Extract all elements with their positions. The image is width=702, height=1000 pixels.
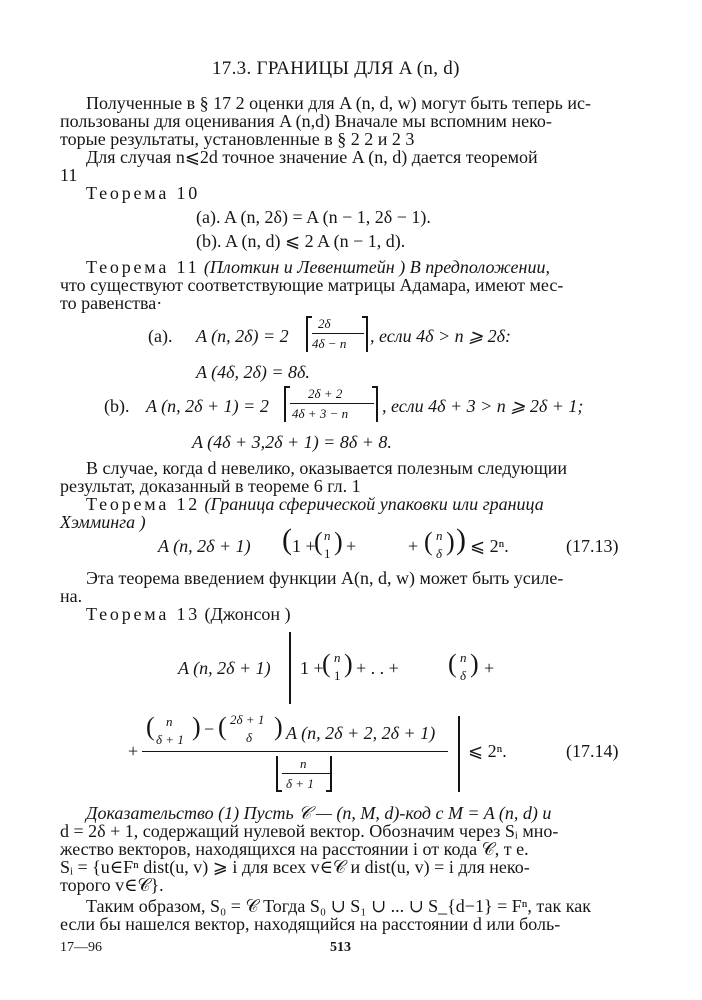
t11a-denominator: 4δ − n [312, 336, 347, 351]
theorem-12-line-1 [86, 493, 544, 515]
eq1713-binom2-top: n [436, 528, 443, 543]
eq1714-binom1-top: n [334, 650, 341, 665]
theorem-13-heading: Теорема 13 [86, 604, 201, 624]
eq1713-binom2-close: ) [446, 527, 455, 556]
eq1714-binom3-open: ( [146, 712, 155, 741]
eq1714-binom2-close: ) [470, 649, 479, 678]
eq1714-binom3-close: ) [192, 712, 201, 741]
eq1714-binom1-open: ( [322, 649, 331, 678]
eq1714-plus-end: + [484, 658, 495, 678]
t11a-ceil-right [366, 316, 368, 352]
paragraph-4-line-2: на. [60, 586, 83, 606]
eq1714-right-brace [458, 716, 460, 792]
t11b-second: A (4δ + 3,2δ + 1) = 8δ + 8. [192, 432, 392, 452]
theorem-12-title: (Граница сферической упаковки или граница [204, 494, 544, 514]
eq1714-den-fraction-bar [282, 773, 330, 774]
eq1714-binom4-bottom: δ [246, 730, 253, 745]
theorem-11-heading: Теорема 11 [86, 257, 200, 277]
eq1714-binom4-close: ) [274, 712, 283, 741]
t11b-fraction-bar [290, 403, 374, 404]
paragraph-2-line-1: Для случая n⩽2d точное значение A (n, d) дается теоремой [86, 147, 538, 167]
eq1714-floor-left [276, 756, 278, 792]
eq1713-binom2-bottom: δ [436, 546, 443, 561]
eq1714-binom4-top: 2δ + 1 [230, 712, 265, 727]
t11b-numerator: 2δ + 2 [308, 386, 343, 401]
theorem-12-heading: Теорема 12 [86, 494, 201, 514]
eq1713-plus2: + [408, 536, 419, 556]
theorem-10a-formula: (a). A (n, 2δ) = A (n − 1, 2δ − 1). [196, 207, 431, 227]
paragraph-3-line-1: В случае, когда d невелико, оказывается полезным следующии [86, 458, 567, 478]
eq1713-rhs: ⩽ 2ⁿ. [470, 536, 509, 556]
footer-signature: 17—96 [60, 940, 102, 955]
eq1714-den-denominator: δ + 1 [286, 776, 314, 791]
theorem-12-title-end: Хэмминга ) [60, 512, 146, 532]
proof-line-2: d = 2δ + 1, содержащий нулевой вектор. Обозначим через Sᵢ мно- [60, 821, 559, 841]
eq1714-binom3-bottom: δ + 1 [156, 732, 184, 747]
t11b-lhs: A (n, 2δ + 1) = 2 [146, 396, 269, 416]
t11a-ceil-right-top [362, 316, 368, 318]
final-line-1: Таким образом, S₀ = 𝒞 Тогда S₀ ∪ S₁ ∪ ... ∪ S_{d−1} = Fⁿ, так как [86, 896, 591, 916]
eq1714-left-brace [289, 632, 291, 704]
eq1714-floor-right-bottom [326, 790, 332, 792]
eq1714-dots: + . . + [356, 658, 399, 678]
eq1714-binom4-open: ( [218, 712, 227, 741]
eq1714-binom2-open: ( [448, 649, 457, 678]
eq1713-one: 1 + [292, 536, 316, 556]
theorem-11-line-3: то равенства· [60, 293, 163, 313]
eq1714-one: 1 + [300, 658, 324, 678]
eq1714-binom2-bottom: δ [460, 668, 467, 683]
eq1714-rhs: ⩽ 2ⁿ. [468, 741, 507, 761]
eq1713-binom1-top: n [324, 528, 331, 543]
eq1713-number: (17.13) [566, 536, 619, 556]
t11a-numerator: 2δ [318, 316, 331, 331]
theorem-12-line-2 [60, 511, 146, 533]
theorem-13-author: (Джонсон ) [204, 604, 291, 624]
eq1714-middle: A (n, 2δ + 2, 2δ + 1) [286, 723, 436, 743]
paragraph-1-line-2: пользованы для оценивания A (n,d) Вначале мы вспомним неко- [60, 111, 552, 131]
theorem-10b-formula: (b). A (n, d) ⩽ 2 A (n − 1, d). [196, 231, 406, 251]
paragraph-1-line-1: Полученные в § 17 2 оценки для A (n, d, w) могут быть теперь ис- [86, 93, 591, 113]
proof-line-4: Sᵢ = {u∈Fⁿ dist(u, v) ⩾ i для всех v∈𝒞 и dist(u, v) = i для неко- [60, 857, 530, 877]
t11a-ceil-left-top [306, 316, 312, 318]
eq1714-number: (17.14) [566, 741, 619, 761]
eq1714-plus-start: + [128, 741, 139, 761]
theorem-13-line-1 [86, 603, 291, 625]
theorem-11-line-2: что существуют соответствующие матрицы Адамара, имеют мес- [60, 275, 564, 295]
eq1713-plus1: + [346, 536, 357, 556]
eq1713-open-paren: ( [282, 523, 292, 556]
paragraph-3-line-2: результат, доказанный в теореме 6 гл. 1 [60, 476, 361, 496]
proof-line-5: торого v∈𝒞}. [60, 875, 164, 895]
eq1713-binom1-close: ) [334, 527, 343, 556]
paragraph-4-line-1: Эта теорема введением функции A(n, d, w) может быть усиле- [86, 568, 564, 588]
eq1714-binom3-top: n [166, 714, 173, 729]
eq1714-binom2-top: n [460, 650, 467, 665]
t11b-denominator: 4δ + 3 − n [292, 406, 349, 421]
t11a-label: (a). [148, 326, 173, 346]
eq1714-main-fraction-bar [142, 751, 448, 752]
t11a-lhs: A (n, 2δ) = 2 [196, 326, 289, 346]
eq1713-binom2-open: ( [424, 527, 433, 556]
t11b-ceil-right-top [372, 386, 378, 388]
t11b-condition: , если 4δ + 3 > n ⩾ 2δ + 1; [382, 396, 584, 416]
eq1713-binom1-open: ( [314, 527, 323, 556]
eq1713-close-paren: ) [456, 523, 466, 556]
eq1714-lhs: A (n, 2δ + 1) [178, 658, 271, 678]
proof-line-3: жество векторов, находящихся на расстоянии i от кода 𝒞, т е. [60, 839, 529, 859]
paragraph-1-line-3: торые результаты, установленные в § 2 2 и 2 3 [60, 129, 415, 149]
t11a-fraction-bar [312, 333, 364, 334]
eq1714-binom1-close: ) [344, 649, 353, 678]
eq1714-den-numerator: n [300, 756, 307, 771]
t11a-second: A (4δ, 2δ) = 8δ. [196, 362, 310, 382]
t11b-ceil-right [376, 386, 378, 422]
t11a-condition: , если 4δ > n ⩾ 2δ: [370, 326, 512, 346]
eq1713-lhs: A (n, 2δ + 1) [158, 536, 251, 556]
t11a-ceil-left [306, 316, 308, 352]
theorem-11-authors: (Плоткин и Левенштейн ) В предположении, [203, 257, 550, 277]
eq1714-binom1-bottom: 1 [334, 668, 341, 683]
eq1714-minus: − [204, 719, 215, 739]
final-line-2: если бы нашелся вектор, находящийся на расстоянии d или боль- [60, 914, 561, 934]
eq1714-floor-right [330, 756, 332, 792]
section-title: 17.3. ГРАНИЦЫ ДЛЯ A (n, d) [212, 58, 460, 79]
eq1714-floor-left-bottom [276, 790, 282, 792]
theorem-10-heading: Теорема 10 [86, 183, 201, 203]
eq1713-binom1-bottom: 1 [324, 546, 331, 561]
t11b-ceil-left-top [284, 386, 290, 388]
proof-line-1: Доказательство (1) Пусть 𝒞 — (n, M, d)-код с M = A (n, d) и [86, 803, 552, 823]
page-number: 513 [330, 940, 351, 955]
paragraph-2-line-2: 11 [60, 165, 78, 185]
t11b-label: (b). [104, 396, 130, 416]
t11b-ceil-left [284, 386, 286, 422]
